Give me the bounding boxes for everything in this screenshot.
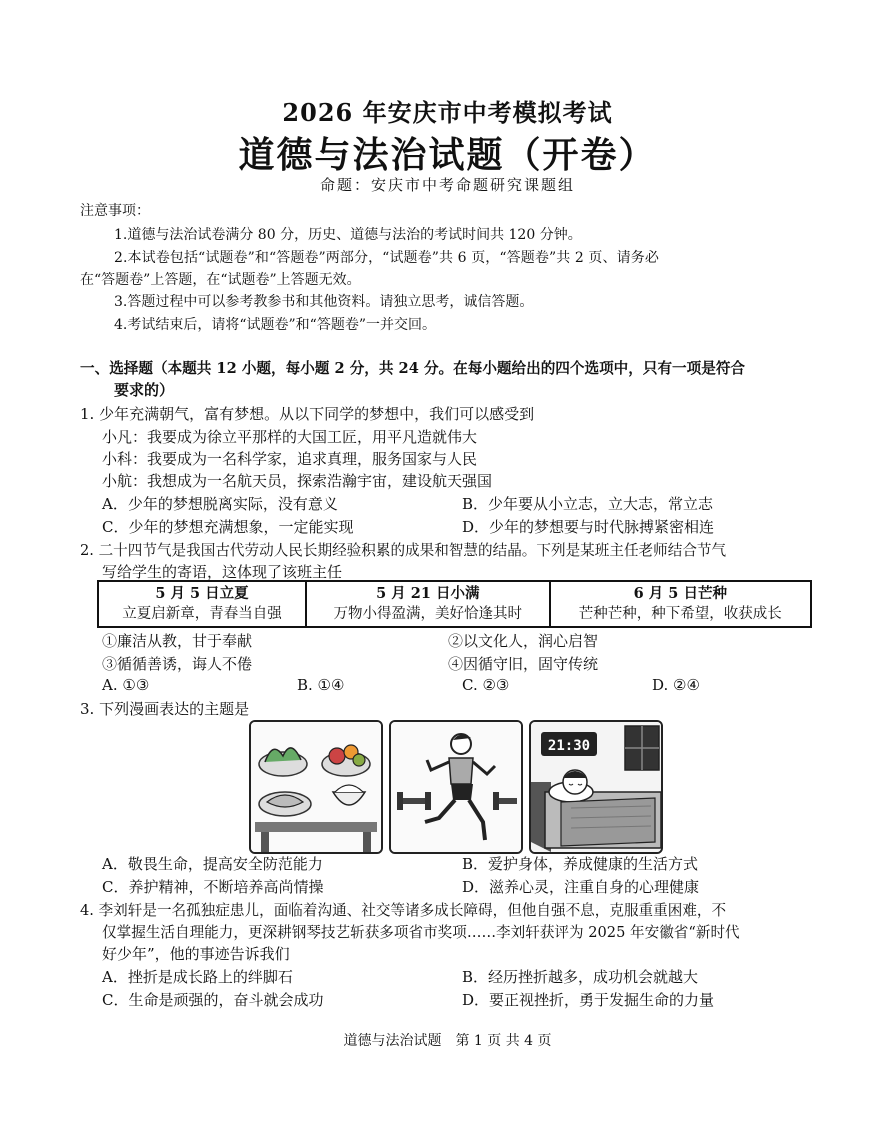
q4-option-c: C．生命是顽强的，奋斗就会成功	[102, 991, 324, 1009]
solar-terms-table	[97, 580, 812, 628]
exam-title: 2026 年安庆市中考模拟考试	[282, 98, 613, 127]
note-item: 3.答题过程中可以参考教参书和其他资料。请独立思考，诚信答题。	[114, 294, 534, 310]
q3-option-a: A．敬畏生命，提高安全防范能力	[102, 855, 323, 873]
note-item: 2.本试卷包括“试题卷”和“答题卷”两部分，“试题卷”共 6 页，“答题卷”共 2 页、请务必	[114, 250, 659, 266]
q2-option-c: C. ②③	[462, 676, 510, 694]
q2-item-4: ④因循守旧，固守传统	[448, 655, 599, 673]
runner-illustration	[391, 722, 521, 852]
subject-title: 道德与法治试题（开卷）	[238, 134, 657, 176]
q1-line: 小科：我要成为一名科学家，追求真理，服务国家与人民	[102, 450, 478, 468]
q1-option-a: A．少年的梦想脱离实际，没有意义	[102, 495, 338, 513]
comic-panel-food	[249, 720, 383, 854]
q4-option-a: A．挫折是成长路上的绊脚石	[102, 968, 293, 986]
comic-panel-exercise	[389, 720, 523, 854]
table-cell: 5 月 21 日小满 万物小得盈满，美好恰逢其时	[306, 581, 550, 627]
section-heading-cont: 要求的）	[114, 381, 175, 399]
sleeping-illustration	[531, 722, 661, 852]
comic-panel-sleep	[529, 720, 663, 854]
q1-option-b: B．少年要从小立志，立大志，常立志	[462, 495, 714, 513]
q2-option-a: A. ①③	[102, 676, 150, 694]
q4-stem: 4. 李刘轩是一名孤独症患儿，面临着沟通、社交等诸多成长障碍，但他自强不息，克服重重困难，不	[80, 902, 727, 919]
q3-option-b: B．爱护身体，养成健康的生活方式	[462, 855, 699, 873]
q2-item-2: ②以文化人，润心启智	[448, 632, 599, 650]
note-item: 4.考试结束后，请将“试题卷”和“答题卷”一并交回。	[114, 317, 436, 333]
note-item: 1.道德与法治试卷满分 80 分，历史、道德与法治的考试时间共 120 分钟。	[114, 227, 582, 243]
table-cell: 6 月 5 日芒种 芒种芒种，种下希望，收获成长	[550, 581, 811, 627]
q2-option-d: D. ②④	[652, 676, 700, 694]
q1-line: 小航：我想成为一名航天员，探索浩瀚宇宙，建设航天强国	[102, 472, 493, 490]
author-line: 命题：安庆市中考命题研究课题组	[319, 176, 575, 194]
q2-stem-cont: 写给学生的寄语，这体现了该班主任	[102, 563, 343, 581]
q4-stem-cont: 仅掌握生活自理能力，更深耕钢琴技艺斩获多项省市奖项……李刘轩获评为 2025 年安徽省“新时代	[102, 924, 740, 941]
q3-option-c: C．养护精神，不断培养高尚情操	[102, 878, 324, 896]
q1-option-d: D．少年的梦想要与时代脉搏紧密相连	[462, 518, 715, 536]
q3-option-d: D．滋养心灵，注重自身的心理健康	[462, 878, 700, 896]
q1-option-c: C．少年的梦想充满想象，一定能实现	[102, 518, 354, 536]
q1-line: 小凡：我要成为徐立平那样的大国工匠，用平凡造就伟大	[102, 428, 478, 446]
note-item: 在“答题卷”上答题，在“试题卷”上答题无效。	[80, 272, 361, 288]
page-footer: 道德与法治试题 第 1 页 共 4 页	[343, 1033, 552, 1049]
q3-stem: 3. 下列漫画表达的主题是	[80, 700, 250, 718]
q2-item-1: ①廉洁从教，甘于奉献	[102, 632, 253, 650]
table-row	[98, 581, 811, 627]
q4-stem-cont: 好少年”，他的事迹告诉我们	[102, 945, 290, 963]
section-heading: 一、选择题（本题共 12 小题，每小题 2 分，共 24 分。在每小题给出的四个选项中，只有一项是符合	[80, 360, 746, 377]
clock-time: 21:30	[547, 738, 591, 754]
q4-option-b: B．经历挫折越多，成功机会就越大	[462, 968, 699, 986]
q2-item-3: ③循循善诱，诲人不倦	[102, 655, 253, 673]
table-cell: 5 月 5 日立夏 立夏启新章，青春当自强	[98, 581, 306, 627]
healthy-food-illustration	[251, 722, 381, 852]
q2-stem: 2. 二十四节气是我国古代劳动人民长期经验积累的成果和智慧的结晶。下列是某班主任老师结合节气	[80, 542, 727, 559]
q1-stem: 1. 少年充满朝气，富有梦想。从以下同学的梦想中，我们可以感受到	[80, 405, 535, 423]
q4-option-d: D．要正视挫折，勇于发掘生命的力量	[462, 991, 715, 1009]
notes-heading: 注意事项：	[80, 203, 150, 219]
q2-option-b: B. ①④	[297, 676, 345, 694]
